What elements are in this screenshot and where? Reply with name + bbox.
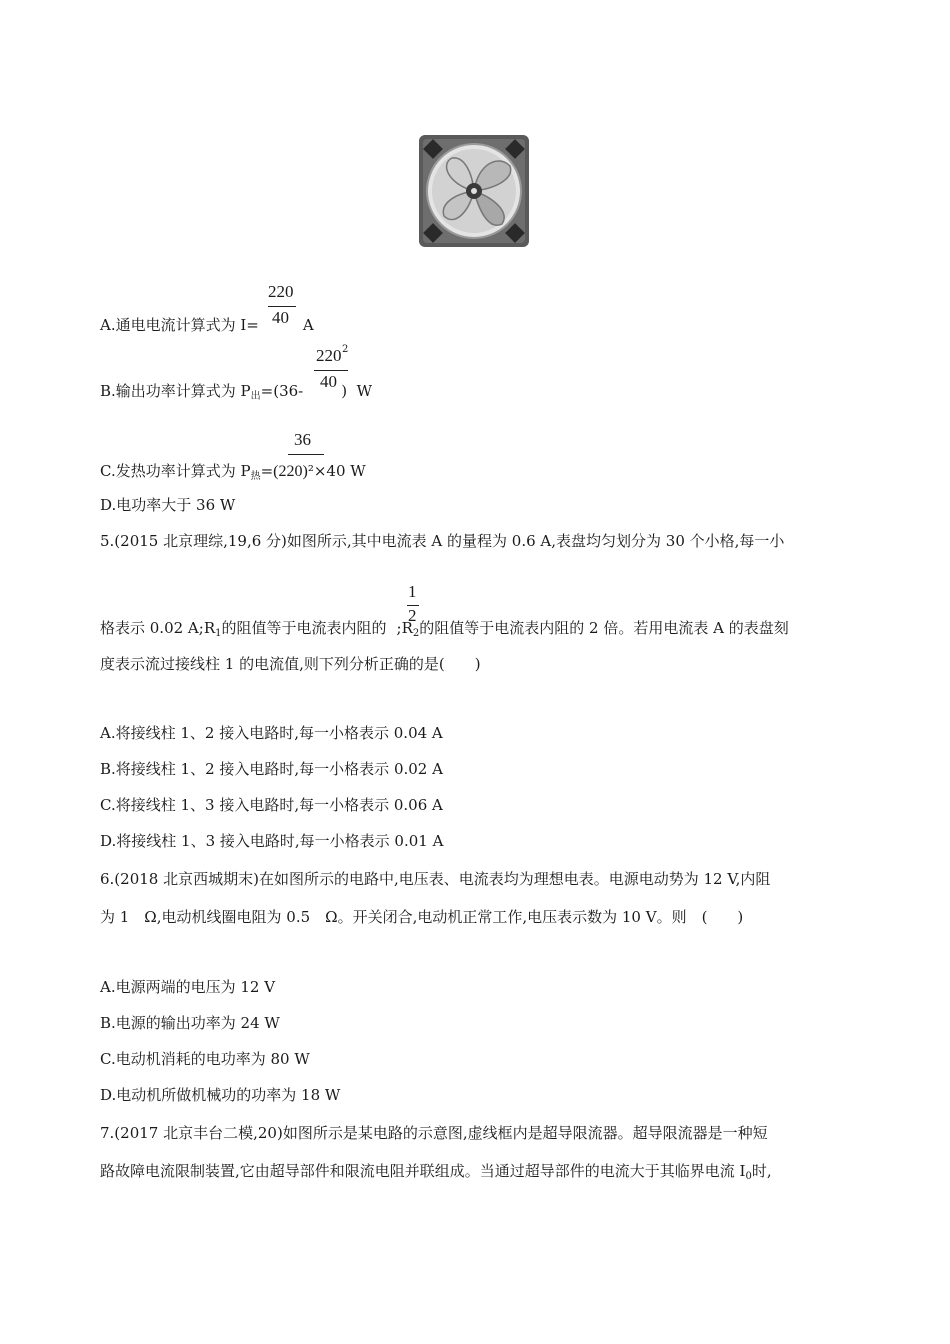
optC-frac-numerator: 36 (294, 430, 311, 449)
q5-r2-sub: 2 (412, 628, 420, 639)
option-4c-eq: = (260, 462, 274, 480)
option-6c: C.电动机消耗的电功率为 80 W (100, 1050, 310, 1068)
q5-line2-b: 的阻值等于电流表内阻的 (221, 619, 387, 637)
question-6-line2: 为 1 Ω,电动机线圈电阻为 0.5 Ω。开关闭合,电动机正常工作,电压表示数为 10 V。则 ( ) (100, 908, 744, 926)
optA-frac-denominator: 40 (272, 308, 289, 327)
question-5-line1: 5.(2015 北京理综,19,6 分)如图所示,其中电流表 A 的量程为 0.6 A,表盘均匀划分为 30 个小格,每一小 (100, 532, 785, 550)
q5-frac-numerator: 1 (408, 582, 417, 601)
option-6b: B.电源的输出功率为 24 W (100, 1014, 280, 1032)
q7-line2-a: 路故障电流限制装置,它由超导部件和限流电阻并联组成。当通过超导部件的电流大于其临界电流 I (100, 1162, 746, 1180)
option-4d: D.电功率大于 36 W (100, 496, 236, 514)
optC-frac-denominator: (220) (273, 463, 308, 480)
question-7-line2 (100, 1160, 772, 1182)
question-6-line1: 6.(2018 北京西城期末)在如图所示的电路中,电压表、电流表均为理想电表。电源电动势为 12 V,内阻 (100, 870, 771, 888)
q5-line2-a: 格表示 0.02 A;R (100, 619, 216, 637)
optB-frac-denominator: 40 (320, 372, 337, 391)
option-5d: D.将接线柱 1、3 接入电路时,每一小格表示 0.01 A (100, 832, 444, 850)
option-4c-prefix: C.发热功率计算式为 P (100, 462, 251, 480)
q7-i0-sub: 0 (745, 1171, 752, 1182)
option-4a (100, 314, 314, 335)
option-4b-prefix: B.输出功率计算式为 P (100, 382, 251, 400)
question-5-line3: 度表示流过接线柱 1 的电流值,则下列分析正确的是( ) (100, 655, 481, 673)
optB-frac-superscript: 2 (342, 344, 349, 355)
option-4a-prefix: A.通电电流计算式为 I= (100, 316, 259, 334)
option-4b-eq: =(36- (260, 382, 304, 400)
optC-frac-bar (288, 454, 324, 455)
option-5b: B.将接线柱 1、2 接入电路时,每一小格表示 0.02 A (100, 760, 443, 778)
option-5c: C.将接线柱 1、3 接入电路时,每一小格表示 0.06 A (100, 796, 443, 814)
option-5a: A.将接线柱 1、2 接入电路时,每一小格表示 0.04 A (100, 724, 443, 742)
option-4c (100, 460, 366, 482)
exhaust-fan-image (418, 134, 530, 248)
option-6d: D.电动机所做机械功的功率为 18 W (100, 1086, 341, 1104)
optA-frac-bar (268, 306, 296, 307)
option-4c-tail: ²×40 W (307, 462, 366, 480)
optB-frac-bar (314, 370, 348, 371)
question-7-line1: 7.(2017 北京丰台二模,20)如图所示是某电路的示意图,虚线框内是超导限流器。超导限流器是一种短 (100, 1124, 768, 1142)
option-4b-sub: 出 (250, 391, 261, 402)
question-5-line2 (100, 617, 789, 639)
option-4b-close: ) (341, 382, 348, 400)
optA-frac-numerator: 220 (268, 282, 294, 301)
optB-frac-numerator: 220 (316, 346, 342, 365)
q5-line2-d: 的阻值等于电流表内阻的 2 倍。若用电流表 A 的表盘刻 (419, 619, 789, 637)
option-4a-unit: A (302, 316, 314, 334)
option-4b (100, 380, 372, 402)
option-4b-unit: W (356, 382, 373, 400)
option-6a: A.电源两端的电压为 12 V (100, 978, 276, 996)
option-4c-sub: 热 (250, 471, 261, 482)
q5-frac-denominator: 2 (408, 606, 417, 625)
q7-line2-b: 时, (751, 1162, 772, 1180)
q5-r1-sub: 1 (215, 628, 222, 639)
q5-line2-c: ;R (396, 619, 413, 637)
